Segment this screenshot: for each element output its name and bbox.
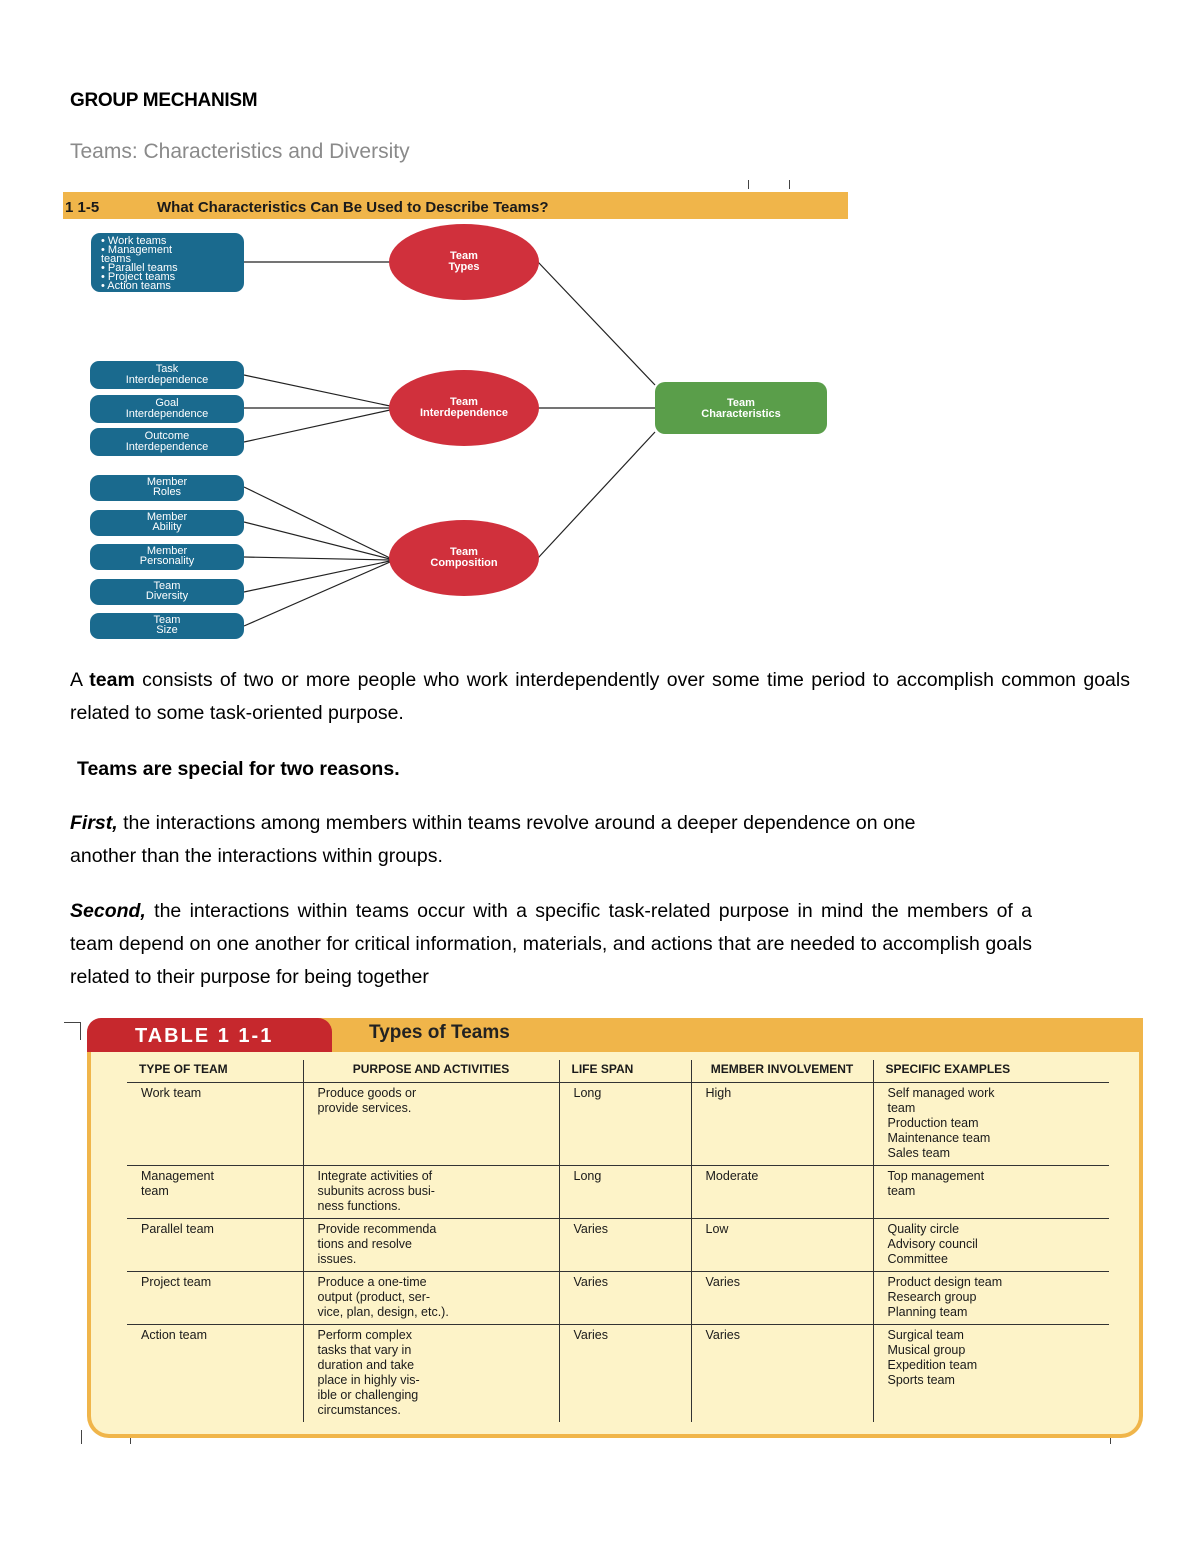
- team-types-list-box: [91, 233, 244, 292]
- cell-involvement: High: [691, 1083, 873, 1166]
- svg-text:Interdependence: Interdependence: [125, 441, 209, 453]
- cell-line: provide services.: [317, 1101, 412, 1115]
- cell-team-type: [127, 1166, 303, 1219]
- cell-involvement: Varies: [691, 1325, 873, 1423]
- header-type-of-team: TYPE OF TEAM: [139, 1062, 228, 1076]
- cell-line: ible or challenging: [317, 1388, 419, 1402]
- cell-line: team: [887, 1184, 916, 1198]
- cell-line: Perform complex: [317, 1328, 412, 1342]
- cell-life-span: Long: [559, 1166, 691, 1219]
- cell-examples: [873, 1325, 1109, 1423]
- teams-special-heading: Teams are special for two reasons.: [77, 758, 400, 780]
- header-life-span: LIFE SPAN: [559, 1060, 691, 1083]
- cell-team-type: [127, 1219, 303, 1272]
- svg-text:Task: Task: [155, 363, 179, 375]
- cell-line: tions and resolve: [317, 1237, 413, 1251]
- cell-line: ness functions.: [317, 1199, 401, 1213]
- task-interdependence-box: [90, 361, 244, 389]
- table-header-row: [127, 1060, 1109, 1083]
- cell-involvement: Varies: [691, 1272, 873, 1325]
- cell-purpose: [303, 1325, 559, 1423]
- cell-examples: [873, 1083, 1109, 1166]
- team-diversity-box: [90, 579, 244, 605]
- types-of-teams-table: [127, 1060, 1109, 1422]
- cell-line: Maintenance team: [887, 1131, 991, 1145]
- team-definition-paragraph: A team consists of two or more people who work interdependently over some time period to accomplish common goals related to some task-oriented purpose.: [70, 669, 1130, 724]
- cell-examples: [873, 1272, 1109, 1325]
- svg-text:Member: Member: [146, 476, 188, 488]
- cell-line: Parallel team: [141, 1222, 214, 1236]
- svg-text:Team: Team: [727, 397, 755, 409]
- outcome-interdependence-box: [90, 428, 244, 456]
- cell-line: Produce goods or: [317, 1086, 417, 1100]
- cell-line: Expedition team: [887, 1358, 978, 1372]
- first-reason-paragraph: First, the interactions among members within teams revolve around a deeper dependence on one another than the interactions within groups.: [70, 812, 916, 867]
- svg-text:Goal: Goal: [155, 397, 179, 409]
- cell-involvement: Moderate: [691, 1166, 873, 1219]
- table-row: [127, 1325, 1109, 1423]
- svg-text:Team: Team: [153, 580, 181, 592]
- svg-text:Ability: Ability: [152, 521, 182, 533]
- team-characteristics-box: [655, 382, 827, 434]
- cell-line: Integrate activities of: [317, 1169, 433, 1183]
- crop-mark: [789, 180, 790, 189]
- svg-text:Team: Team: [450, 250, 478, 262]
- crop-mark: [81, 1430, 82, 1444]
- team-size-box: [90, 613, 244, 639]
- svg-text:Interdependence: Interdependence: [125, 374, 209, 386]
- cell-line: output (product, ser-: [317, 1290, 431, 1304]
- cell-life-span: Long: [559, 1083, 691, 1166]
- cell-team-type: [127, 1083, 303, 1166]
- cell-line: Top management: [887, 1169, 985, 1183]
- cell-line: Management: [141, 1169, 214, 1183]
- cell-line: Advisory council: [887, 1237, 978, 1251]
- cell-purpose: [303, 1272, 559, 1325]
- cell-line: vice, plan, design, etc.).: [317, 1305, 449, 1319]
- cell-line: team: [141, 1184, 169, 1198]
- table-row: [127, 1083, 1109, 1166]
- cell-line: Sales team: [887, 1146, 951, 1160]
- cell-line: Research group: [887, 1290, 977, 1304]
- svg-text:Team: Team: [450, 546, 478, 558]
- cell-line: circumstances.: [317, 1403, 401, 1417]
- svg-text:Team: Team: [153, 614, 181, 626]
- figure-canvas: [63, 190, 848, 655]
- table-row: [127, 1272, 1109, 1325]
- cell-line: Quality circle: [887, 1222, 960, 1236]
- svg-text:Types: Types: [448, 261, 480, 273]
- cell-life-span: Varies: [559, 1325, 691, 1423]
- header-specific-examples: SPECIFIC EXAMPLES: [873, 1060, 1109, 1083]
- cell-team-type: [127, 1325, 303, 1423]
- cell-line: Project team: [141, 1275, 212, 1289]
- cell-line: place in highly vis-: [317, 1373, 420, 1387]
- cell-line: Product design team: [887, 1275, 1003, 1289]
- second-reason-paragraph: Second, the interactions within teams occur with a specific task-related purpose in mind the members of a team depend on one another for critical information, materials, and actions that are needed to accomplish goals related to their purpose for being together: [70, 900, 1032, 988]
- cell-life-span: Varies: [559, 1219, 691, 1272]
- goal-interdependence-box: [90, 395, 244, 423]
- cell-line: Planning team: [887, 1305, 968, 1319]
- page-heading: GROUP MECHANISM: [70, 90, 258, 111]
- svg-text:Member: Member: [146, 545, 188, 557]
- cell-line: subunits across busi-: [317, 1184, 435, 1198]
- svg-text:Personality: Personality: [139, 555, 195, 567]
- svg-text:Member: Member: [146, 511, 188, 523]
- crop-mark: [748, 180, 749, 189]
- figure-number: 1 1-5: [65, 199, 100, 216]
- cell-examples: [873, 1219, 1109, 1272]
- page-subheading: Teams: Characteristics and Diversity: [70, 140, 410, 163]
- svg-text:Interdependence: Interdependence: [125, 408, 209, 420]
- cell-line: Committee: [887, 1252, 948, 1266]
- svg-text:Team: Team: [450, 396, 478, 408]
- header-member-involvement: MEMBER INVOLVEMENT: [691, 1060, 873, 1083]
- team-composition-circle: [389, 520, 539, 596]
- table-title: Types of Teams: [369, 1022, 510, 1043]
- cell-team-type: [127, 1272, 303, 1325]
- cell-line: Sports team: [887, 1373, 955, 1387]
- crop-mark: [64, 1022, 80, 1023]
- table-row: [127, 1166, 1109, 1219]
- team-types-list: • Work teams • Management teams • Parallel teams • Project teams • Action teams: [101, 235, 178, 292]
- cell-line: Self managed work: [887, 1086, 995, 1100]
- svg-text:Characteristics: Characteristics: [701, 408, 781, 420]
- cell-purpose: [303, 1166, 559, 1219]
- cell-life-span: Varies: [559, 1272, 691, 1325]
- cell-examples: [873, 1166, 1109, 1219]
- member-roles-box: [90, 475, 244, 501]
- cell-purpose: [303, 1219, 559, 1272]
- cell-line: Production team: [887, 1116, 979, 1130]
- svg-text:Diversity: Diversity: [145, 590, 189, 602]
- member-personality-box: [90, 544, 244, 570]
- cell-purpose: [303, 1083, 559, 1166]
- team-types-circle: [389, 224, 539, 300]
- cell-involvement: Low: [691, 1219, 873, 1272]
- cell-line: Produce a one-time: [317, 1275, 427, 1289]
- svg-text:Outcome: Outcome: [144, 430, 190, 442]
- cell-line: duration and take: [317, 1358, 415, 1372]
- crop-mark: [80, 1022, 81, 1040]
- cell-line: Musical group: [887, 1343, 966, 1357]
- types-of-teams-table-figure: [87, 1018, 1143, 1438]
- cell-line: issues.: [317, 1252, 357, 1266]
- team-characteristics-figure: [63, 190, 848, 655]
- cell-line: Action team: [141, 1328, 208, 1342]
- cell-line: Surgical team: [887, 1328, 964, 1342]
- team-interdependence-circle: [389, 370, 539, 446]
- cell-line: tasks that vary in: [317, 1343, 412, 1357]
- svg-text:Composition: Composition: [430, 557, 498, 569]
- svg-text:Size: Size: [156, 624, 178, 636]
- cell-line: Provide recommenda: [317, 1222, 437, 1236]
- cell-line: team: [887, 1101, 916, 1115]
- figure-title: What Characteristics Can Be Used to Describe Teams?: [157, 199, 549, 216]
- cell-line: Work team: [141, 1086, 202, 1100]
- header-purpose: PURPOSE AND ACTIVITIES: [303, 1060, 559, 1083]
- svg-text:Interdependence: Interdependence: [419, 407, 509, 419]
- table-row: [127, 1219, 1109, 1272]
- svg-text:Roles: Roles: [152, 486, 182, 498]
- table-label: TABLE 1 1-1: [87, 1018, 332, 1058]
- member-ability-box: [90, 510, 244, 536]
